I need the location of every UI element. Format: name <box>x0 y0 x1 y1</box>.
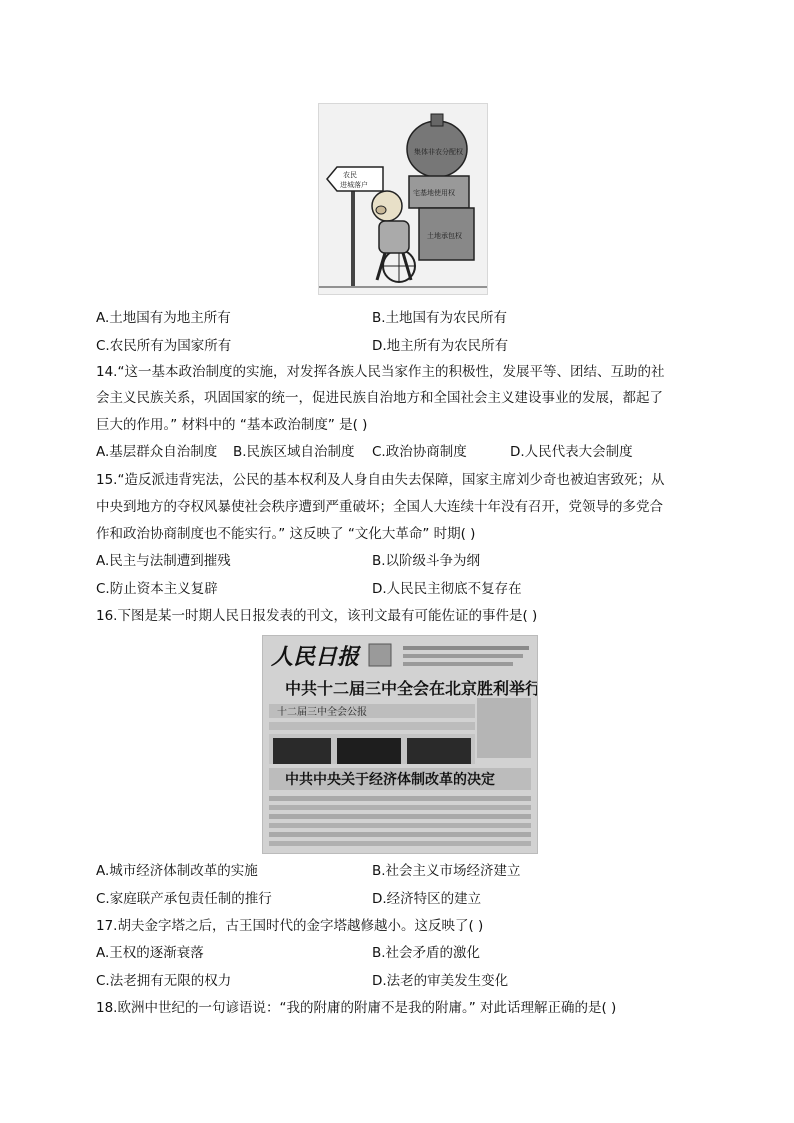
q16-stem: 16.下图是某一时期人民日报发表的刊文，该刊文最有可能佐证的事件是( ) <box>96 608 538 624</box>
sign-post <box>351 176 355 286</box>
q17-stem: 17.胡夫金字塔之后，古王国时代的金字塔越修越小。这反映了( ) <box>96 918 484 934</box>
q17-option-c[interactable]: C.法老拥有无限的权力 <box>96 973 232 989</box>
masthead-text-block <box>403 646 529 650</box>
body-text-block <box>269 796 531 801</box>
masthead-text-block <box>403 662 513 666</box>
cartoon-figure <box>318 103 488 295</box>
q14-stem-line-1: 14.“这一基本政治制度的实施，对发挥各族人民当家作主的积极性，发展平等、团结、互助的社 <box>96 364 665 380</box>
q13-option-d[interactable]: D.地主所有为农民所有 <box>372 338 509 354</box>
body-text-block <box>269 805 531 810</box>
farmer-body <box>379 221 409 253</box>
q14-option-d[interactable]: D.人民代表大会制度 <box>510 444 633 460</box>
cartoon-illustration <box>319 104 487 294</box>
q16-option-b[interactable]: B.社会主义市场经济建立 <box>372 863 521 879</box>
lower-label: 土地承包权 <box>427 232 462 240</box>
q15-stem-line-2: 中央到地方的夺权风暴使社会秩序遭到严重破坏；全国人大连续十年没有召开，党领导的多党合 <box>96 499 663 515</box>
q15-option-c[interactable]: C.防止资本主义复辟 <box>96 581 218 597</box>
q15-option-d[interactable]: D.人民民主彻底不复存在 <box>372 581 522 597</box>
q14-stem-line-2: 会主义民族关系，巩固国家的统一，促进民族自治地方和全国社会主义建设事业的发展，都起了 <box>96 390 663 406</box>
q15-option-b[interactable]: B.以阶级斗争为纲 <box>372 553 481 569</box>
body-text-block <box>269 814 531 819</box>
masthead-stamp <box>369 644 391 666</box>
q14-option-a[interactable]: A.基层群众自治制度 <box>96 444 218 460</box>
q16-option-a[interactable]: A.城市经济体制改革的实施 <box>96 863 258 879</box>
farmer-nose <box>376 206 386 214</box>
q16-option-d[interactable]: D.经济特区的建立 <box>372 891 482 907</box>
headline-2: 中共中央关于经济体制改革的决定 <box>285 772 495 788</box>
sign-text-1: 农民 <box>343 171 357 179</box>
masthead-text-block <box>403 654 523 658</box>
q16-option-c[interactable]: C.家庭联产承包责任制的推行 <box>96 891 272 907</box>
middle-label: 宅基地使用权 <box>413 189 455 197</box>
news-photo <box>337 738 401 764</box>
subhead: 十二届三中全会公报 <box>277 707 367 718</box>
newspaper-figure <box>262 635 538 854</box>
headline-1: 中共十二届三中全会在北京胜利举行 <box>285 679 537 698</box>
farmer-head <box>372 191 402 221</box>
news-photo <box>273 738 331 764</box>
body-text-block <box>269 832 531 837</box>
q13-option-c[interactable]: C.农民所有为国家所有 <box>96 338 232 354</box>
q15-stem-line-3: 作和政治协商制度也不能实行。” 这反映了 “文化大革命” 时期( ) <box>96 526 476 542</box>
newspaper-masthead: 人民日报 <box>271 644 360 670</box>
sign-text-2: 进城落户 <box>340 181 368 189</box>
q13-option-a[interactable]: A.土地国有为地主所有 <box>96 310 231 326</box>
q14-option-c[interactable]: C.政治协商制度 <box>372 444 467 460</box>
body-text-block <box>269 841 531 846</box>
newspaper-image <box>263 636 537 853</box>
q18-stem: 18.欧洲中世纪的一句谚语说：“我的附庸的附庸不是我的附庸。” 对此话理解正确的是( ) <box>96 1000 617 1016</box>
q17-option-d[interactable]: D.法老的审美发生变化 <box>372 973 509 989</box>
text-column <box>269 722 475 730</box>
body-text-block <box>269 823 531 828</box>
q14-option-b[interactable]: B.民族区域自治制度 <box>233 444 355 460</box>
q15-stem-line-1: 15.“造反派违背宪法，公民的基本权利及人身自由失去保障，国家主席刘少奇也被迫害致死；从 <box>96 472 665 488</box>
side-column <box>477 698 531 758</box>
news-photo <box>407 738 471 764</box>
q13-option-b[interactable]: B.土地国有为农民所有 <box>372 310 508 326</box>
q17-option-b[interactable]: B.社会矛盾的激化 <box>372 945 481 961</box>
q17-option-a[interactable]: A.王权的逐渐衰落 <box>96 945 204 961</box>
dome-label: 集体非农分配权 <box>414 148 463 156</box>
q15-option-a[interactable]: A.民主与法制遭到摧残 <box>96 553 231 569</box>
dome-top <box>431 114 443 126</box>
q14-stem-line-3: 巨大的作用。” 材料中的 “基本政治制度” 是( ) <box>96 417 368 433</box>
